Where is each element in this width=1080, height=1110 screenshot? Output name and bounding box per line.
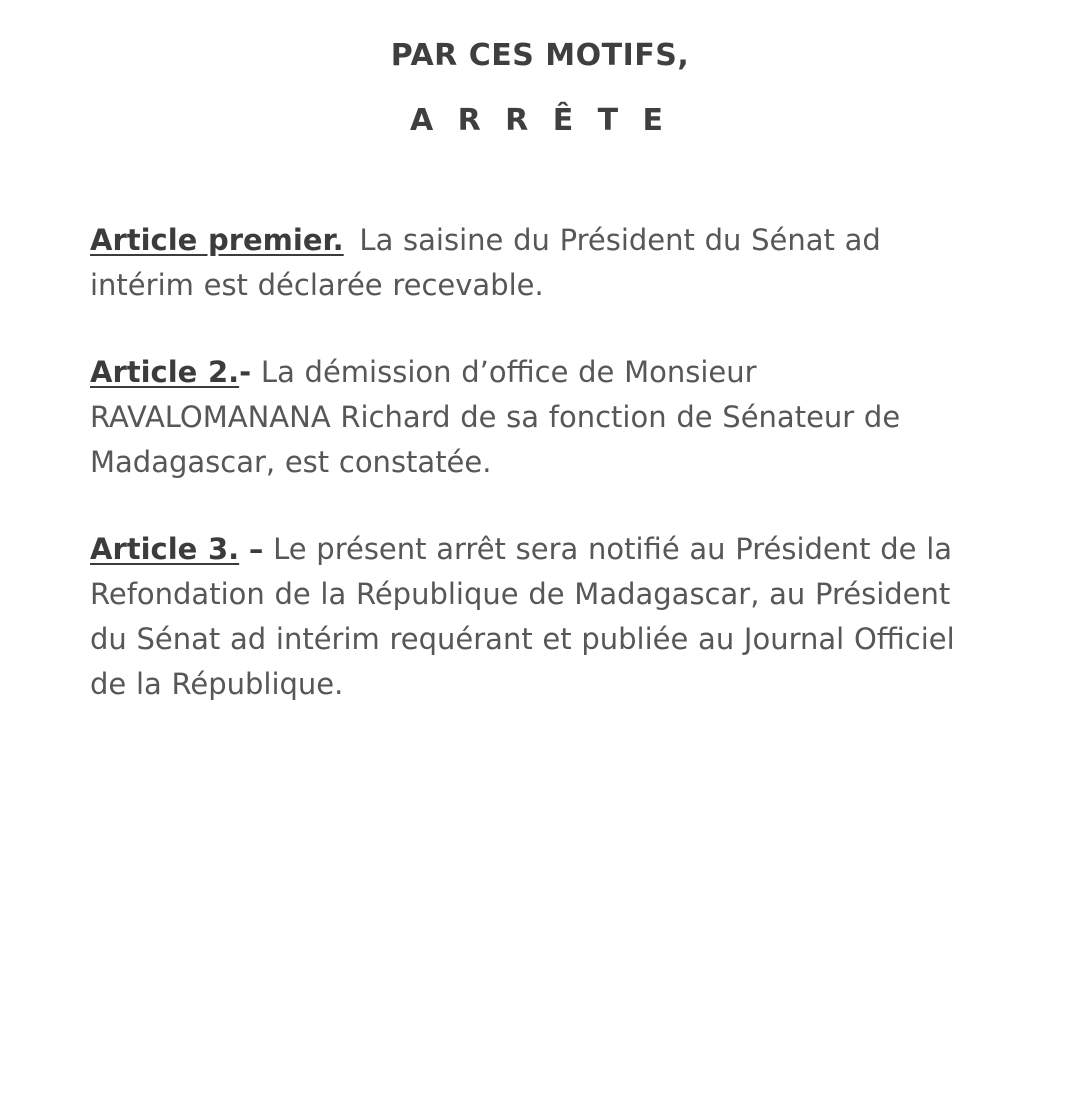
article-separator: –: [248, 531, 264, 566]
article-item: [90, 218, 990, 308]
document-body: [90, 218, 990, 706]
article-label: Article premier.: [90, 223, 344, 257]
article-label: Article 3.: [90, 531, 240, 566]
article-text: La démission d’office de Monsieur RAVALOMANANA Richard de sa fonction de Sénateur de Madagascar, est constatée.: [90, 354, 901, 479]
document-heading: [90, 0, 990, 140]
article-separator: -: [239, 354, 252, 389]
article-text: La saisine du Président du Sénat ad intérim est déclarée recevable.: [90, 223, 881, 302]
article-item: [90, 350, 990, 485]
article-label: Article 2.: [90, 354, 240, 389]
article-text: Le présent arrêt sera notifié au Président de la Refondation de la République de Madagascar, au Président du Sénat ad intérim requérant et publiée au Journal Officiel de la République.: [90, 531, 955, 701]
heading-par-ces-motifs: PAR CES MOTIFS,: [390, 38, 690, 73]
article-item: [90, 527, 990, 707]
heading-arrete: A R R Ê T E: [409, 103, 671, 138]
